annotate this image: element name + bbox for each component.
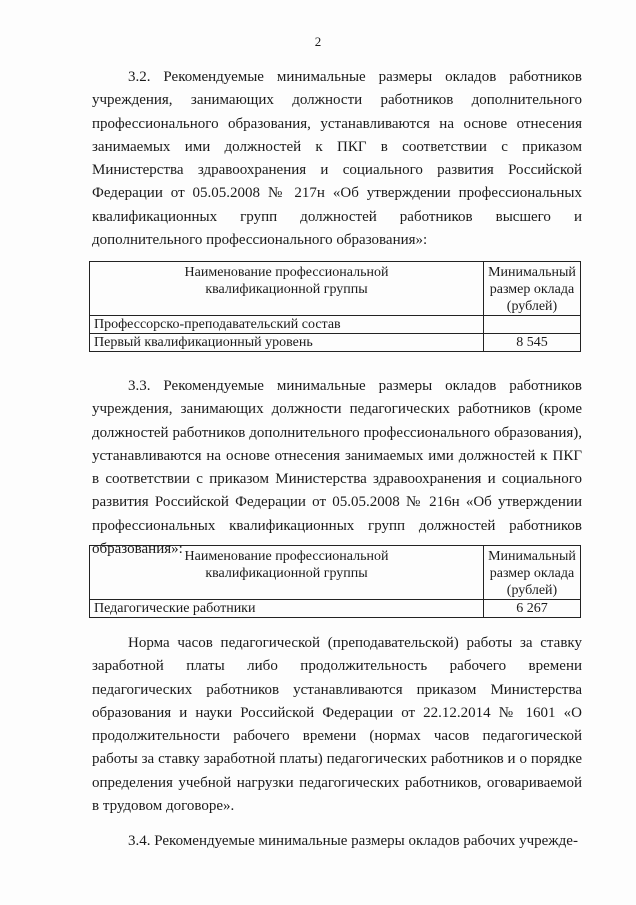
- header-group-name: [90, 262, 484, 316]
- table-row: [90, 600, 581, 618]
- paragraph-norm: Норма часов педагогической (преподавательской) работы за ставку заработной платы либо продолжительность рабочего времени педагогических работников устанавливаются приказом Министерства образования и науки Российской Федерации от 22.12.2014 № 1601 «О продолжительности рабочего времени (нормах часов педагогической работы за ставку заработной платы) педагогических работников и о порядке определения учебной нагрузки педагогических работников, оговариваемой в трудовом договоре».: [92, 635, 582, 815]
- salary-table-2: [89, 545, 581, 618]
- row-name: Педагогические работники: [90, 600, 484, 618]
- table-header-row: [90, 546, 581, 600]
- header-line: Минимальный: [488, 265, 576, 280]
- row-value: 8 545: [484, 334, 581, 352]
- row-name: Первый квалификационный уровень: [90, 334, 484, 352]
- header-group-name: [90, 546, 484, 600]
- row-value: [484, 316, 581, 334]
- header-line: Минимальный: [488, 549, 576, 564]
- header-line: размер оклада: [489, 282, 575, 297]
- table-header-row: [90, 262, 581, 316]
- paragraph-3-3: 3.3. Рекомендуемые минимальные размеры окладов работников учреждения, занимающих должности педагогических работников (кроме должностей работников дополнительного профессионального образования), устанавливаются на основе отнесения занимаемых ими должностей к ПКГ в соответствии с приказом Министерства здравоохранения и социального развития Российской Федерации от 05.05.2008 № 216н «Об утверждении профессиональных квалификационных групп должностей работников образования»:: [92, 378, 582, 558]
- row-value: 6 267: [484, 600, 581, 618]
- header-line: Наименование профессиональной: [184, 265, 389, 280]
- header-line: размер оклада: [489, 566, 575, 581]
- header-line: квалификационной группы: [205, 566, 368, 581]
- header-salary: [484, 262, 581, 316]
- header-line: Наименование профессиональной: [184, 549, 389, 564]
- header-salary: [484, 546, 581, 600]
- table-row: [90, 334, 581, 352]
- header-line: (рублей): [506, 299, 558, 314]
- header-line: (рублей): [506, 583, 558, 598]
- paragraph-3-4: 3.4. Рекомендуемые минимальные размеры окладов рабочих учрежде-: [128, 833, 578, 849]
- paragraph-3-2: 3.2. Рекомендуемые минимальные размеры окладов работников учреждения, занимающих должности работников дополнительного профессионального образования, устанавливаются на основе отнесения занимаемых ими должностей к ПКГ в соответствии с приказом Министерства здравоохранения и социального развития Российской Федерации от 05.05.2008 № 217н «Об утверждении профессиональных квалификационных групп должностей работников высшего и дополнительного профессионального образования»:: [92, 69, 582, 249]
- table-row: [90, 316, 581, 334]
- row-name: Профессорско-преподавательский состав: [90, 316, 484, 334]
- salary-table-1: [89, 261, 581, 352]
- header-line: квалификационной группы: [205, 282, 368, 297]
- page-number: 2: [314, 34, 322, 49]
